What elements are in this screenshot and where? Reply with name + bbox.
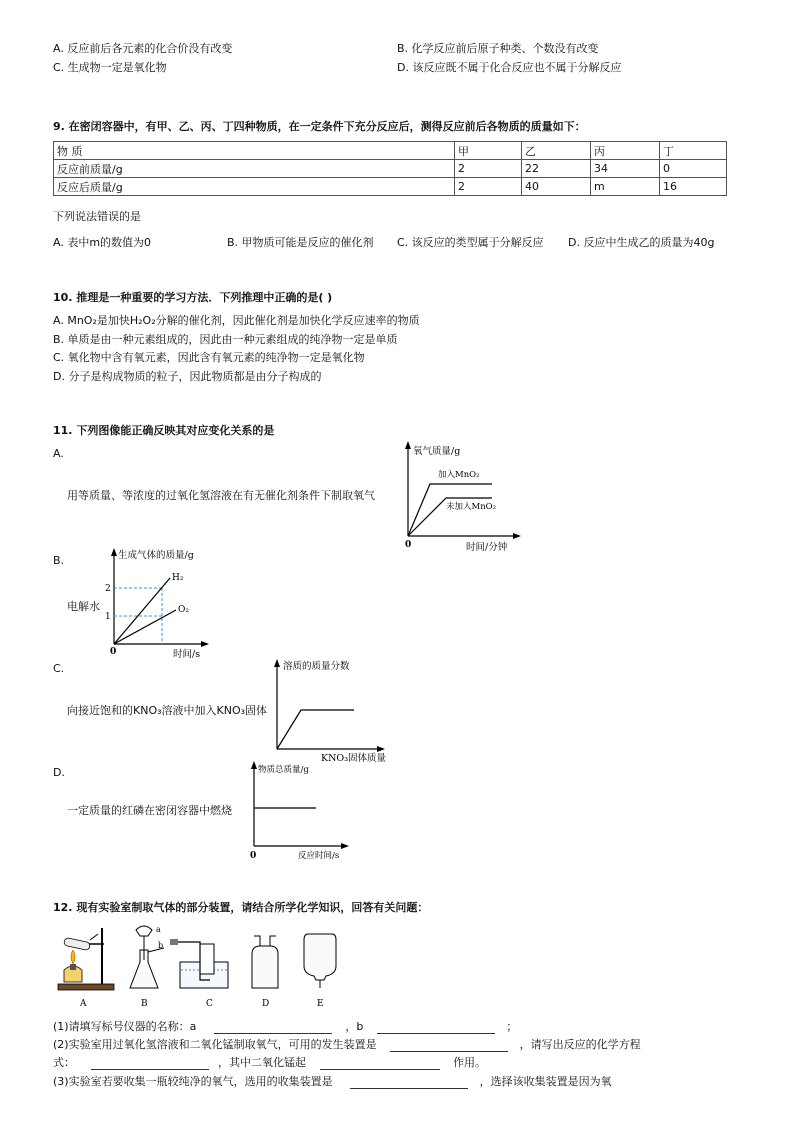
y-axis-label: 溶质的质量分数	[283, 661, 350, 672]
apparatus-d	[252, 936, 278, 988]
table-cell: 物 质	[54, 142, 455, 160]
q11-a-description: 用等质量、等浓度的过氧化氢溶液在有无催化剂条件下制取氧气	[67, 489, 375, 502]
y-tick-2: 2	[105, 584, 111, 594]
table-row	[54, 160, 727, 178]
q11-d-description: 一定质量的红磷在密闭容器中燃烧	[67, 804, 232, 817]
y-axis-label: 生成气体的质量/g	[118, 550, 194, 561]
q9-option-a: A. 表中m的数值为0	[53, 236, 152, 249]
q12-sub2-continued	[53, 1054, 486, 1070]
q11-d-letter: D.	[53, 766, 65, 779]
y-axis-arrow	[251, 761, 257, 769]
blank-equation[interactable]	[91, 1069, 209, 1070]
q11-b-graph	[100, 544, 230, 662]
q11-b-description: 电解水	[67, 600, 100, 613]
y-axis-label: 氧气质量/g	[413, 446, 461, 457]
apparatus-label-c: C	[206, 999, 213, 1009]
q12-sub2-end: ，请写出反应的化学方程	[519, 1038, 641, 1051]
q11-a-letter: A.	[53, 447, 64, 460]
origin-label: 0	[250, 851, 257, 861]
q11-c-letter: C.	[53, 662, 65, 675]
q12-sub2b-end: 作用。	[453, 1056, 486, 1069]
q8-option-d: D. 该反应既不属于化合反应也不属于分解反应	[397, 61, 622, 74]
q9-mass-table	[53, 141, 727, 196]
blank-b-name[interactable]	[377, 1033, 495, 1034]
q12-sub2-prefix: (2)实验室用过氧化氢溶液和二氧化锰制取氧气，可用的发生装置是	[53, 1038, 377, 1051]
apparatus-c	[170, 939, 228, 988]
apparatus-label-d: D	[262, 999, 270, 1009]
q12-stem: 12. 现有实验室制取气体的部分装置，请结合所学化学知识，回答有关问题：	[53, 901, 429, 914]
series-label-without-catalyst: 未加入MnO₂	[446, 502, 497, 512]
table-cell: 乙	[522, 142, 591, 160]
table-cell: 丁	[660, 142, 727, 160]
table-row	[54, 178, 727, 196]
q12-sub2	[53, 1036, 641, 1052]
table-cell: 丙	[591, 142, 660, 160]
y-axis-label: 物质总质量/g	[258, 765, 309, 775]
q11-stem: 11. 下列图像能正确反映其对应变化关系的是	[53, 424, 275, 437]
q12-apparatus-figure	[50, 922, 350, 1014]
q9-option-c: C. 该反应的类型属于分解反应	[397, 236, 544, 249]
table-cell: 2	[455, 160, 522, 178]
blank-a-name[interactable]	[214, 1033, 332, 1034]
table-cell: 反应前质量/g	[54, 160, 455, 178]
table-cell: 甲	[455, 142, 522, 160]
x-axis-label: 时间/s	[173, 649, 201, 660]
y-axis-arrow	[111, 548, 117, 556]
table-cell: 40	[522, 178, 591, 196]
x-axis-arrow	[513, 533, 521, 539]
q9-option-d: D. 反应中生成乙的质量为40g	[568, 236, 715, 249]
series-line-o2	[114, 610, 176, 644]
q12-sub3-end: ，选择该收集装置是因为氧	[479, 1075, 612, 1088]
table-cell: m	[591, 178, 660, 196]
origin-label: 0	[110, 647, 117, 657]
blank-mno2-role[interactable]	[320, 1069, 440, 1070]
q9-stem: 9. 在密闭容器中，有甲、乙、丙、丁四种物质，在一定条件下充分反应后，测得反应前后各物质的质量如下：	[53, 120, 586, 133]
x-axis-label: KNO₃固体质量	[321, 753, 387, 764]
y-axis-arrow	[274, 659, 280, 667]
label-a: a	[156, 925, 161, 934]
q10-option-a: A. MnO₂是加快H₂O₂分解的催化剂，因此催化剂是加快化学反应速率的物质	[53, 314, 420, 327]
x-axis-arrow	[341, 843, 349, 849]
y-tick-1: 1	[105, 612, 111, 622]
x-axis-arrow	[201, 641, 209, 647]
q12-sub2b-prefix: 式：	[53, 1056, 75, 1069]
apparatus-label-b: B	[141, 999, 148, 1009]
table-cell: 34	[591, 160, 660, 178]
q11-c-graph	[270, 656, 400, 766]
apparatus-e	[304, 934, 336, 988]
q10-option-d: D. 分子是构成物质的粒子，因此物质都是由分子构成的	[53, 370, 322, 383]
table-row	[54, 142, 727, 160]
q12-sub1	[53, 1018, 517, 1034]
q10-option-c: C. 氧化物中含有氧元素，因此含有氧元素的纯净物一定是氧化物	[53, 351, 365, 364]
table-cell: 22	[522, 160, 591, 178]
q11-c-description: 向接近饱和的KNO₃溶液中加入KNO₃固体	[67, 704, 268, 717]
table-cell: 0	[660, 160, 727, 178]
blank-generator[interactable]	[390, 1051, 508, 1052]
apparatus-label-a: A	[80, 999, 87, 1009]
y-axis-arrow	[405, 441, 411, 449]
q9-option-b: B. 甲物质可能是反应的催化剂	[227, 236, 374, 249]
x-axis-label: 时间/分钟	[466, 542, 508, 553]
q11-a-graph	[398, 438, 528, 554]
q12-sub1-prefix: (1)请填写标号仪器的名称：a	[53, 1020, 197, 1033]
q12-sub3	[53, 1073, 612, 1089]
apparatus-label-e: E	[317, 999, 324, 1009]
table-cell: 2	[455, 178, 522, 196]
q12-sub2b-mid: ，其中二氧化锰起	[218, 1056, 306, 1069]
q12-sub1-end: ；	[506, 1020, 518, 1033]
blank-collector[interactable]	[350, 1088, 468, 1089]
x-axis-arrow	[377, 746, 385, 752]
x-axis-label: 反应时间/s	[298, 851, 340, 861]
series-label-h2: H₂	[172, 573, 184, 583]
q12-sub3-prefix: (3)实验室若要收集一瓶较纯净的氧气，选用的收集装置是	[53, 1075, 333, 1088]
q8-option-b: B. 化学反应前后原子种类、个数没有改变	[397, 42, 599, 55]
q11-d-graph	[244, 758, 364, 862]
apparatus-a	[58, 928, 114, 990]
series-label-o2: O₂	[178, 605, 189, 615]
q8-option-c: C. 生成物一定是氧化物	[53, 61, 167, 74]
q12-sub1-mid: ，b	[345, 1020, 364, 1033]
table-cell: 反应后质量/g	[54, 178, 455, 196]
q10-option-b: B. 单质是由一种元素组成的，因此由一种元素组成的纯净物一定是单质	[53, 333, 398, 346]
label-b: b	[158, 941, 164, 950]
q10-stem: 10. 推理是一种重要的学习方法．下列推理中正确的是( )	[53, 291, 333, 304]
apparatus-b	[130, 925, 164, 988]
series-label-with-catalyst: 加入MnO₂	[438, 470, 480, 480]
series-line	[277, 710, 354, 749]
q9-prompt: 下列说法错误的是	[53, 210, 141, 223]
q8-option-a: A. 反应前后各元素的化合价没有改变	[53, 42, 233, 55]
origin-label: 0	[405, 540, 412, 550]
q11-b-letter: B.	[53, 554, 65, 567]
table-cell: 16	[660, 178, 727, 196]
